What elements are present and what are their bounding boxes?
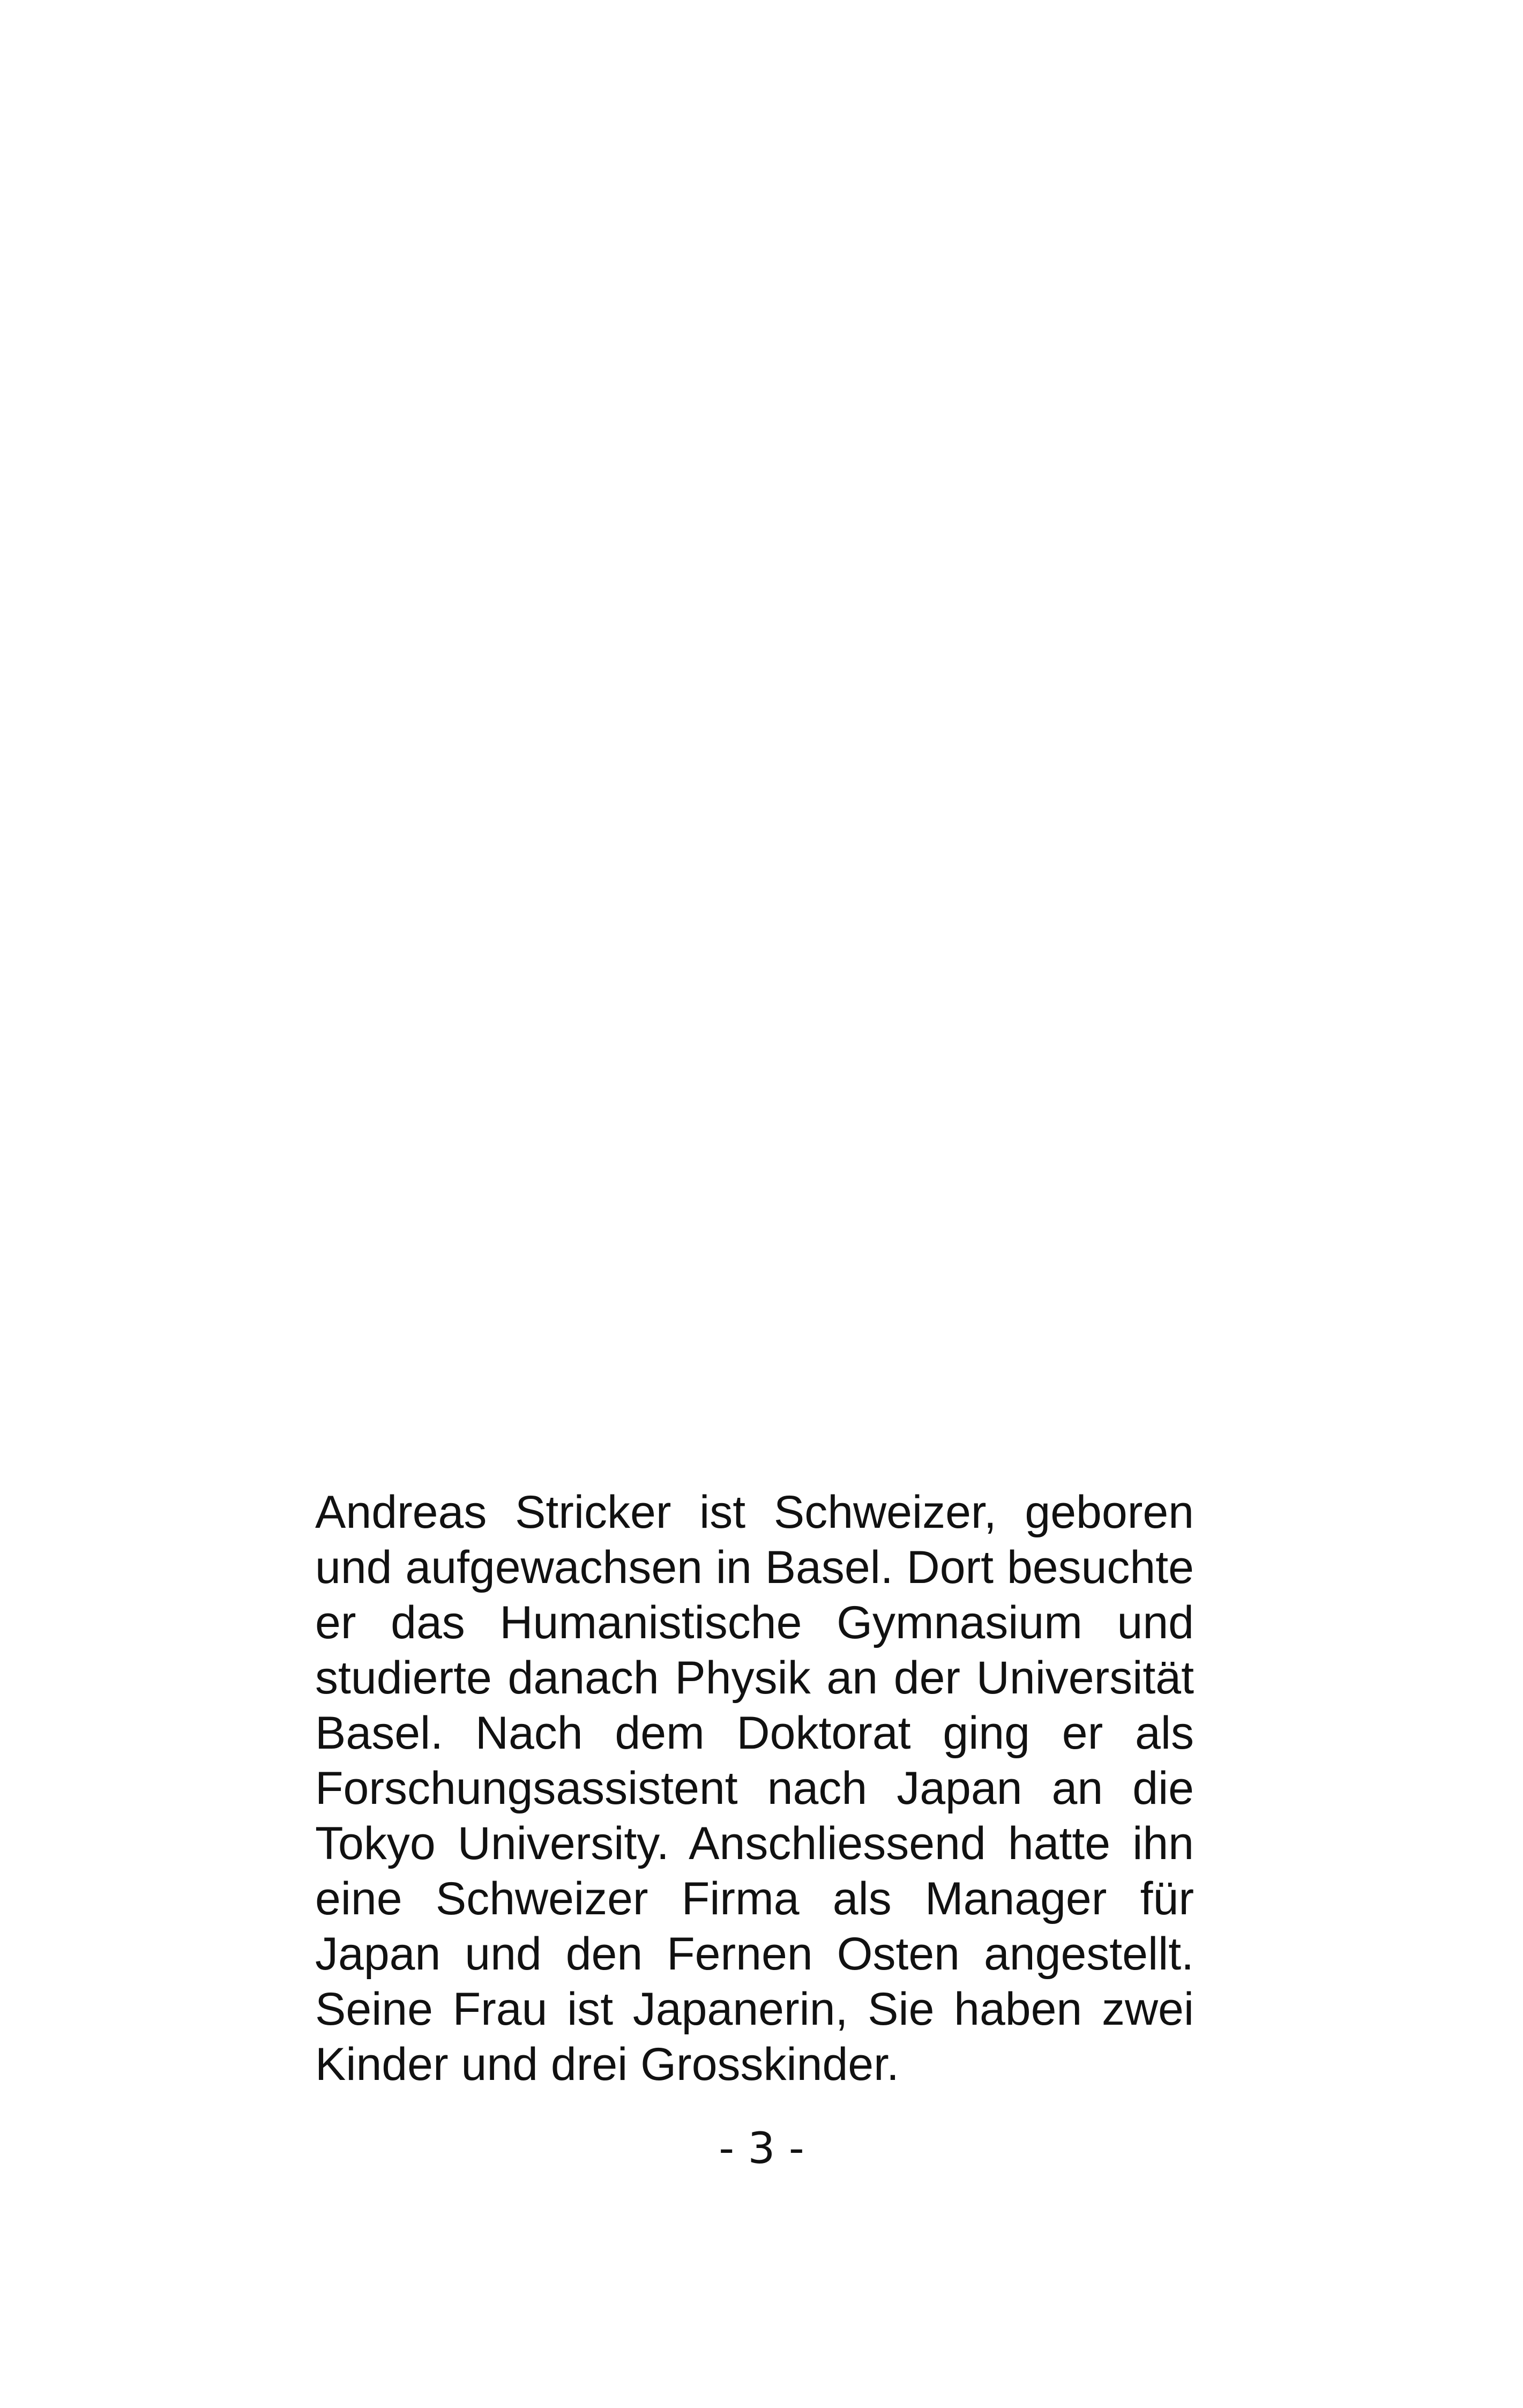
page-number: - 3 - — [719, 2123, 804, 2173]
biography-paragraph: Andreas Stricker ist Schweizer, geboren und aufgewachsen in Basel. Dort besuchte er das Humanistische Gymnasium und studierte danach Physik an der Universität Basel. Nach dem Doktorat ging er als Forschungsassistent nach Japan an die Tokyo University. Anschliessend hatte ihn eine Schweizer Firma als Manager für Japan und den Fernen Osten angestellt. Seine Frau ist Japanerin, Sie haben zwei Kinder und drei Grosskinder. — [315, 1487, 1194, 2090]
